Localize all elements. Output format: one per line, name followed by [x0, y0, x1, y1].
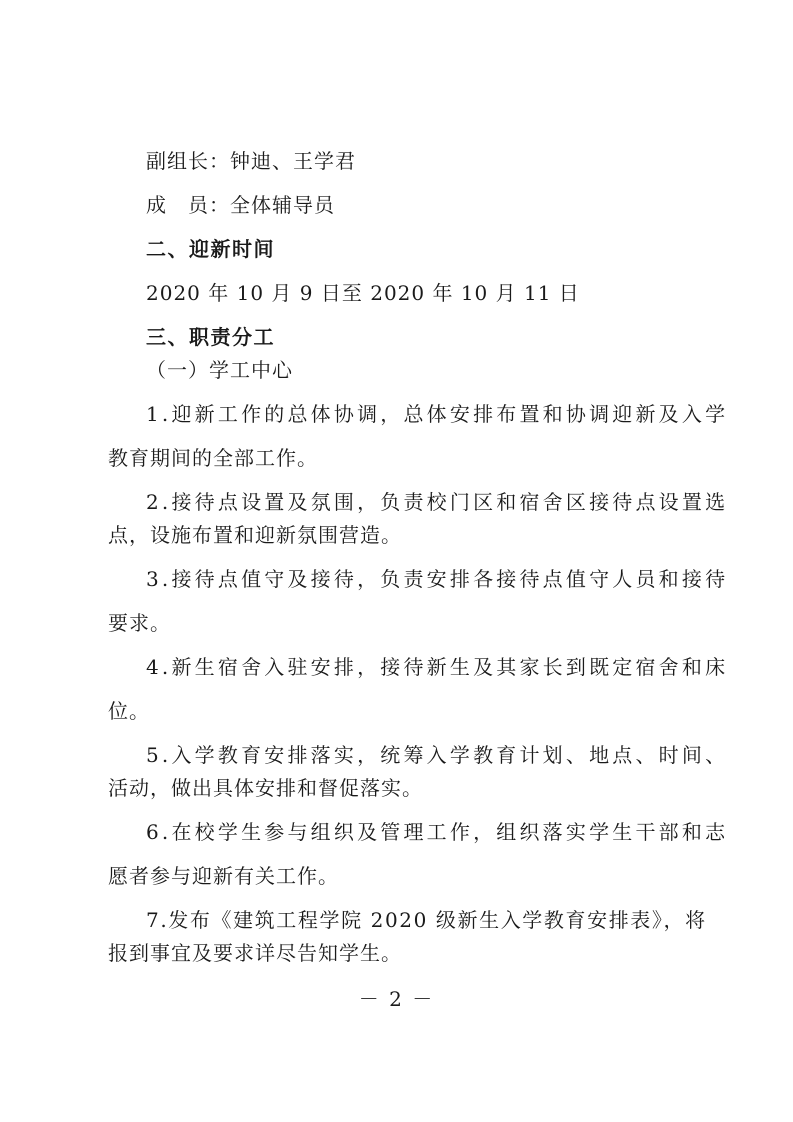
item-3-line-1: 3.接待点值守及接待，负责安排各接待点值守人员和接待: [146, 567, 729, 591]
item-1-line-1: 1.迎新工作的总体协调，总体安排布置和协调迎新及入学: [146, 402, 729, 426]
item-2-line-2: 点，设施布置和迎新氛围营造。: [108, 523, 402, 547]
item-2-line-1: 2.接待点设置及氛围，负责校门区和宿舍区接待点设置选: [146, 490, 729, 514]
item-5-line-2: 活动，做出具体安排和督促落实。: [108, 776, 423, 800]
item-4-line-2: 位。: [108, 699, 150, 723]
page-number: － 2 －: [358, 987, 435, 1011]
item-7-line-2: 报到事宜及要求详尽告知学生。: [108, 941, 402, 965]
item-5-line-1: 5.入学教育安排落实，统筹入学教育计划、地点、时间、: [146, 743, 729, 767]
item-4-line-1: 4.新生宿舍入驻安排，接待新生及其家长到既定宿舍和床: [146, 655, 729, 679]
item-1-line-2: 教育期间的全部工作。: [108, 446, 318, 470]
item-3-line-2: 要求。: [108, 611, 171, 635]
item-7-line-1: 7.发布《建筑工程学院 2020 级新生入学教育安排表》，将: [146, 908, 707, 932]
section-heading-time: 二、迎新时间: [146, 237, 275, 261]
subsection-heading: （一）学工中心: [146, 358, 293, 382]
vice-leader-line: 副组长：钟迪、王学君: [146, 149, 356, 173]
section-heading-duties: 三、职责分工: [146, 325, 275, 349]
item-6-line-2: 愿者参与迎新有关工作。: [108, 864, 339, 888]
members-line: 成 员：全体辅导员: [146, 193, 335, 217]
item-6-line-1: 6.在校学生参与组织及管理工作，组织落实学生干部和志: [146, 820, 729, 844]
dates-line: 2020 年 10 月 9 日至 2020 年 10 月 11 日: [146, 281, 580, 305]
